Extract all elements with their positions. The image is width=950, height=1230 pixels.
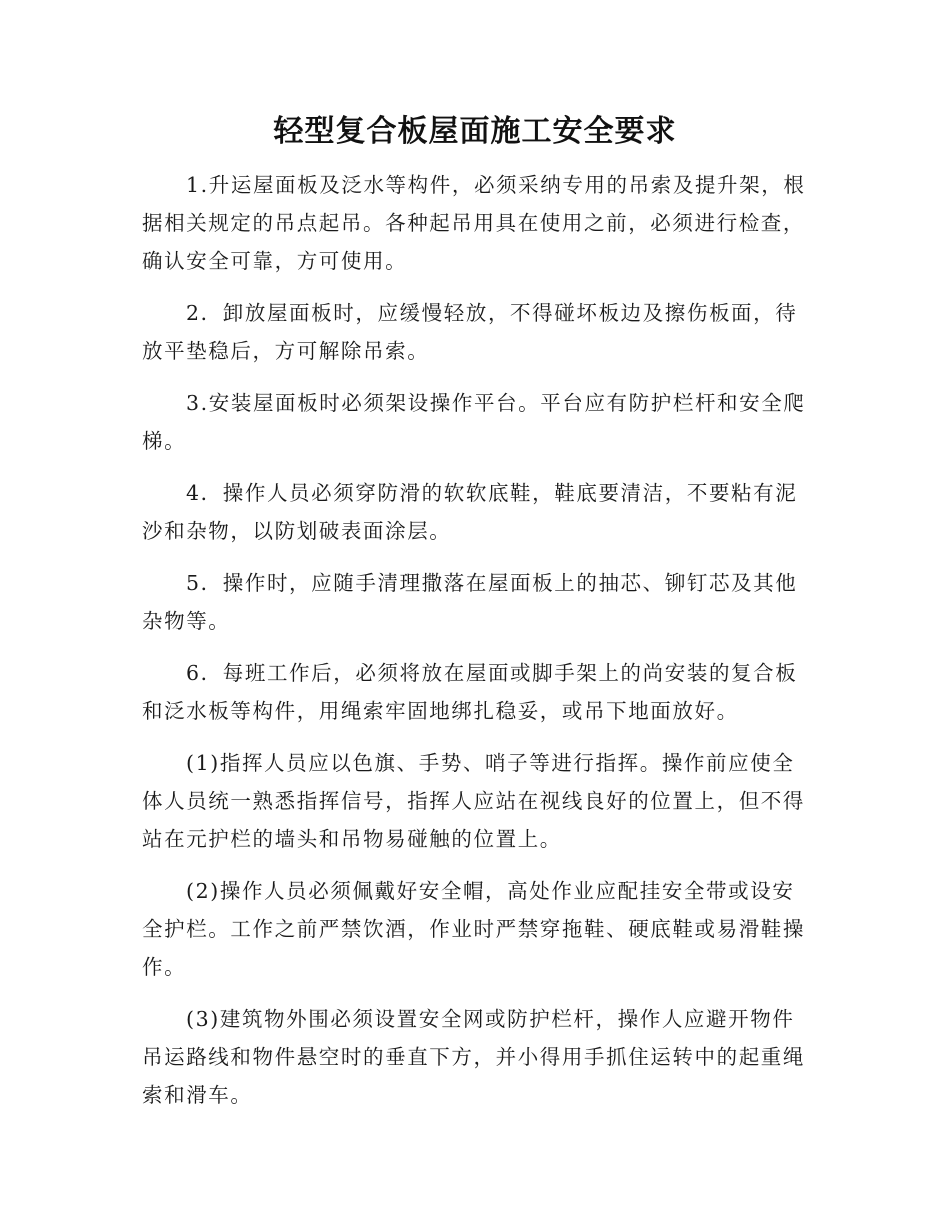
document-body [142, 166, 810, 1128]
paragraph-3: 3.安装屋面板时必须架设操作平台。平台应有防护栏杆和安全爬梯。 [142, 391, 806, 453]
paragraph-6-1: (1)指挥人员应以色旗、手势、哨子等进行指挥。操作前应使全体人员统一熟悉指挥信号，指挥人应站在视线良好的位置上，但不得站在元护栏的墙头和吊物易碰触的位置上。 [142, 751, 805, 851]
paragraph-6: 6．每班工作后，必须将放在屋面或脚手架上的尚安装的复合板和泛水板等构件，用绳索牢固地绑扎稳妥，或吊下地面放好。 [142, 661, 798, 723]
paragraph-4: 4．操作人员必须穿防滑的软软底鞋，鞋底要清洁，不要粘有泥沙和杂物，以防划破表面涂层。 [142, 481, 798, 543]
paragraph-1: 1.升运屋面板及泛水等构件，必须采纳专用的吊索及提升架，根据相关规定的吊点起吊。各种起吊用具在使用之前，必须进行检查，确认安全可靠，方可使用。 [142, 173, 806, 273]
paragraph-6-2: (2)操作人员必须佩戴好安全帽，高处作业应配挂安全带或设安全护栏。工作之前严禁饮酒，作业时严禁穿拖鞋、硬底鞋或易滑鞋操作。 [142, 879, 805, 979]
paragraph-5: 5．操作时，应随手清理撒落在屋面板上的抽芯、铆钉芯及其他杂物等。 [142, 571, 798, 633]
document-title: 轻型复合板屋面施工安全要求 [273, 114, 677, 149]
paragraph-2: 2．卸放屋面板时，应缓慢轻放，不得碰坏板边及擦伤板面，待放平垫稳后，方可解除吊索。 [142, 301, 798, 363]
paragraph-6-3: (3)建筑物外围必须设置安全网或防护栏杆，操作人应避开物件吊运路线和物件悬空时的垂直下方，并小得用手抓住运转中的起重绳索和滑车。 [142, 1007, 805, 1107]
